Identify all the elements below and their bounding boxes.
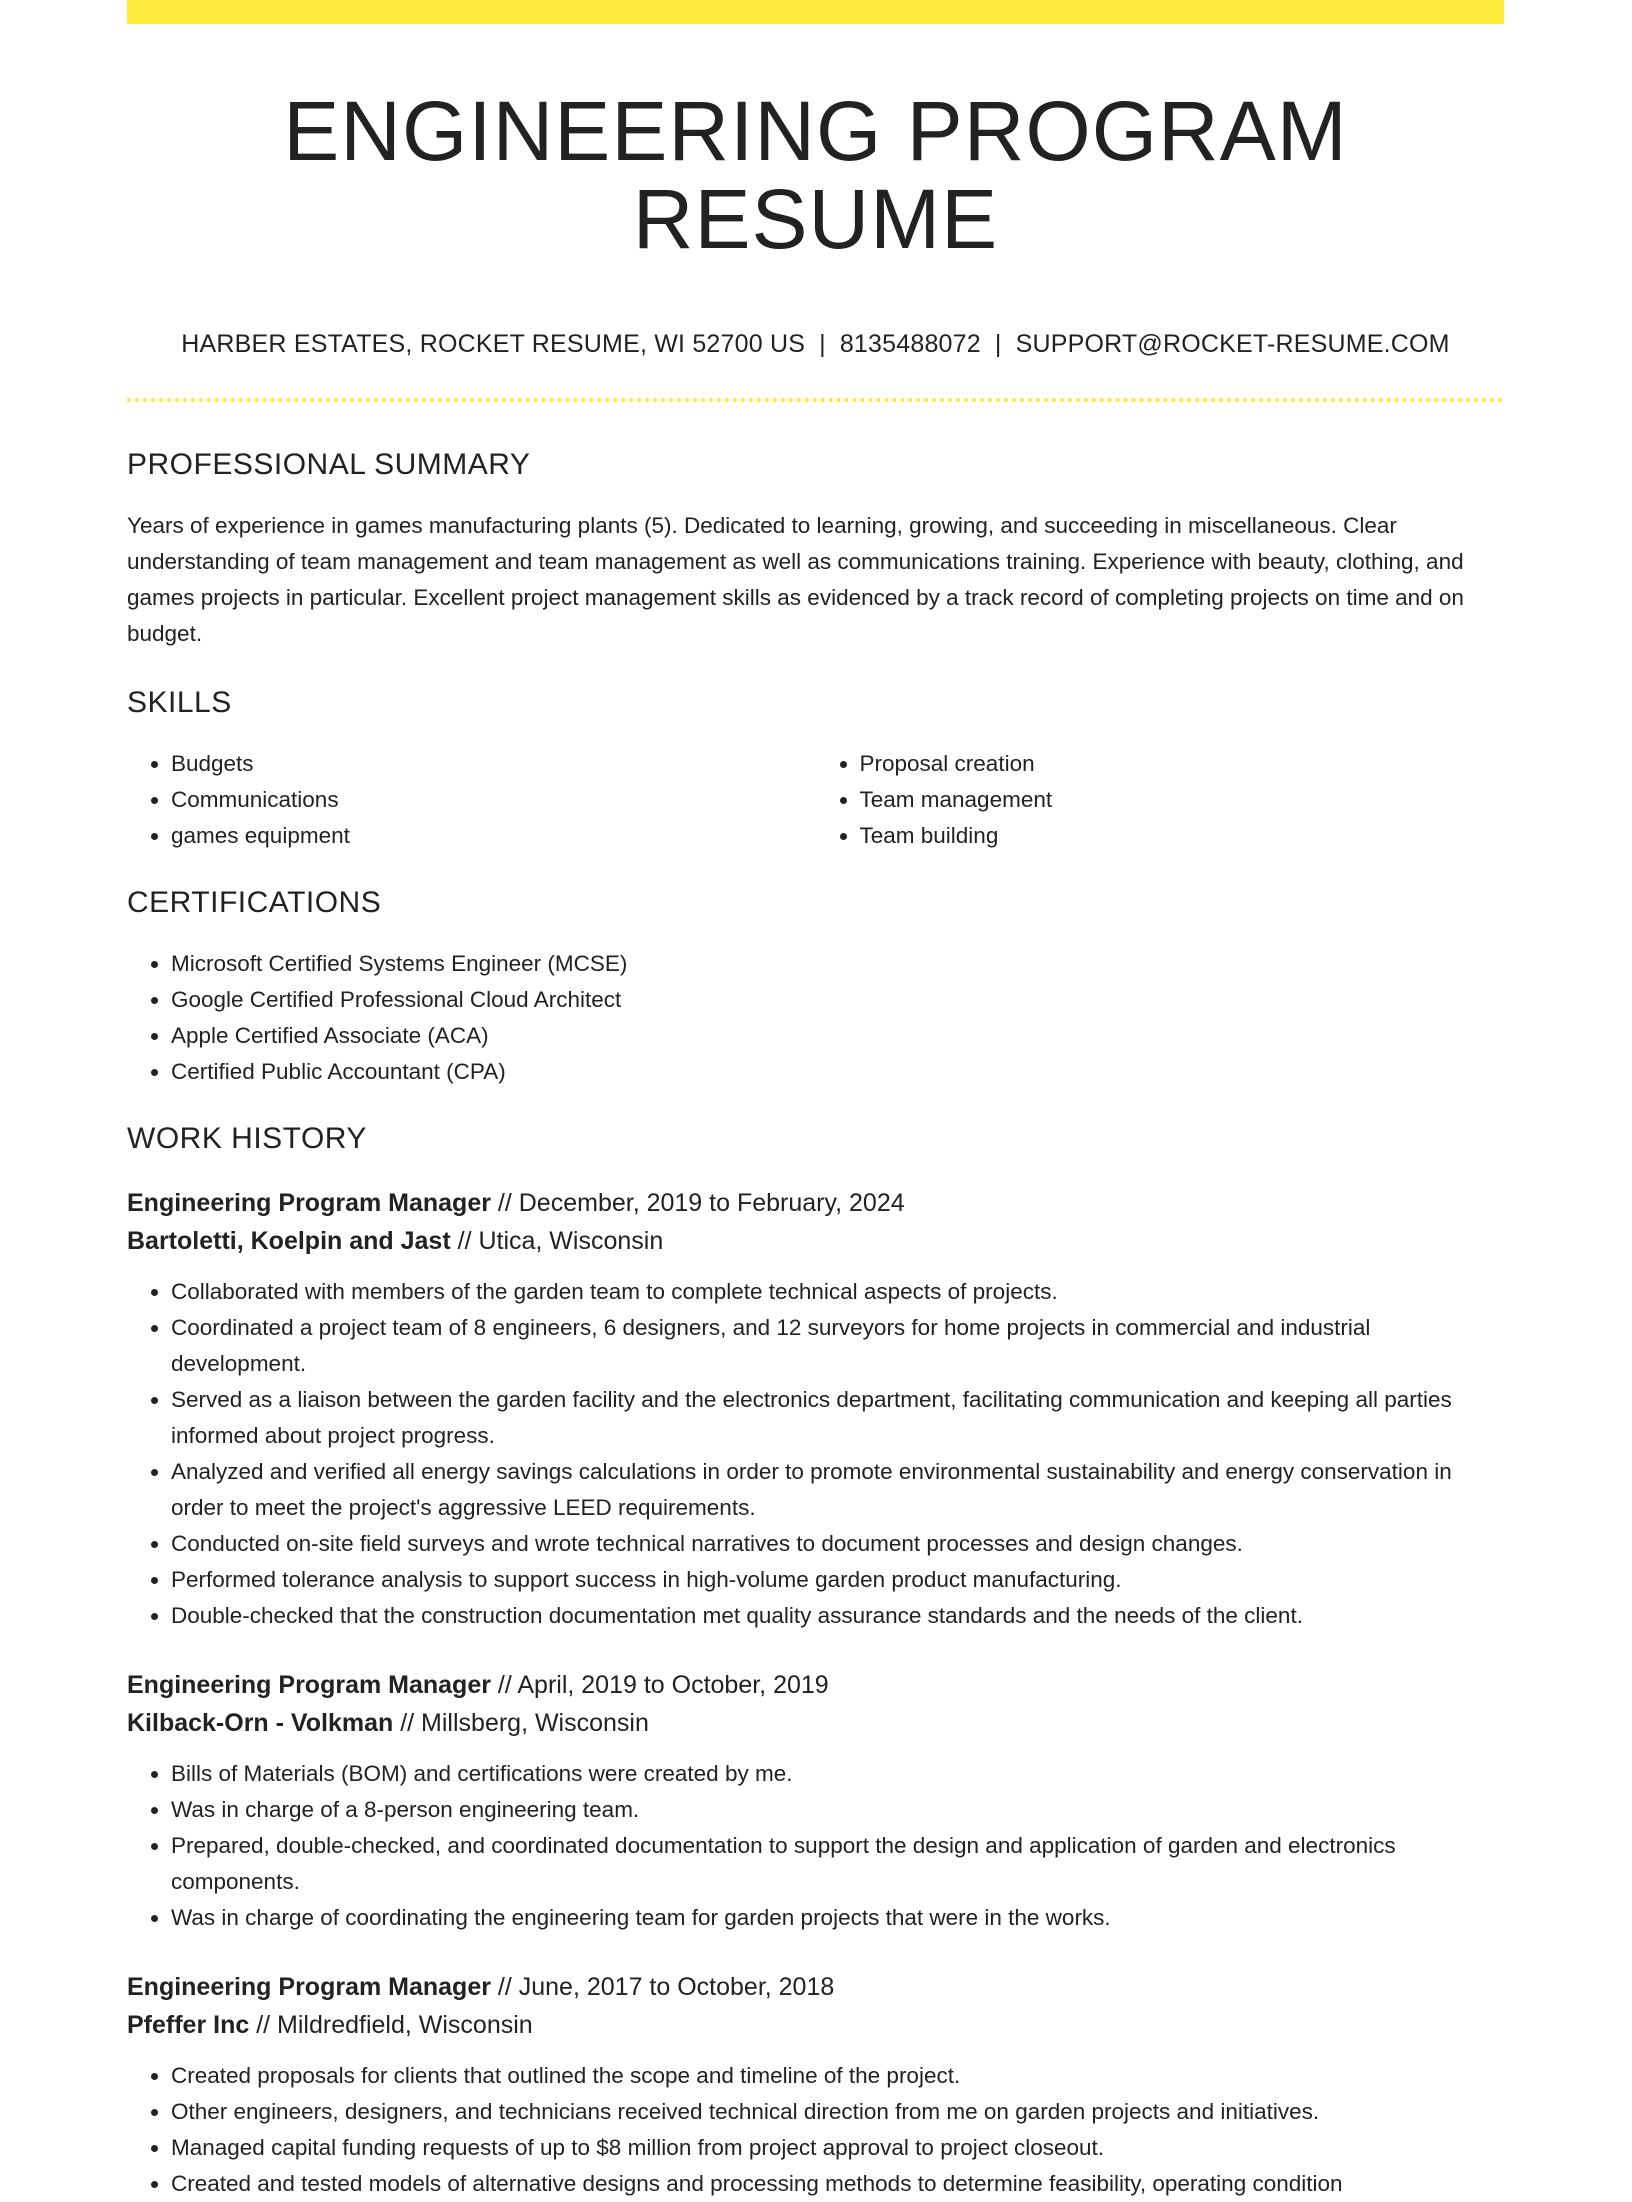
job-bullet: • Analyzed and verified all energy savings calculations in order to promote environmental sustainability and energy conservation in order to meet the project's aggressive LEED requirements. bbox=[171, 1454, 1504, 1526]
job-bullet: • Conducted on-site field surveys and wrote technical narratives to document processes and design changes. bbox=[171, 1526, 1504, 1562]
job-company: Bartoletti, Koelpin and Jast bbox=[127, 1227, 451, 1256]
job-bullet: • Created proposals for clients that outlined the scope and timeline of the project. bbox=[171, 2058, 1504, 2094]
job-company-line bbox=[127, 2006, 1504, 2044]
skills-heading: SKILLS bbox=[127, 686, 232, 720]
accent-bar bbox=[127, 0, 1504, 24]
job-entry bbox=[127, 1968, 1504, 2202]
skill-item: • games equipment bbox=[171, 818, 816, 854]
resume-page bbox=[127, 0, 1504, 2202]
job-location: // Mildredfield, Wisconsin bbox=[249, 2011, 533, 2040]
certifications-list bbox=[127, 946, 1504, 1090]
job-bullet: • Double-checked that the construction documentation met quality assurance standards and the needs of the client. bbox=[171, 1598, 1504, 1634]
job-bullet: • Was in charge of coordinating the engineering team for garden projects that were in the works. bbox=[171, 1900, 1504, 1936]
skills-list bbox=[127, 746, 1504, 854]
job-bullet: • Collaborated with members of the garden team to complete technical aspects of projects. bbox=[171, 1274, 1504, 1310]
job-entry bbox=[127, 1666, 1504, 1936]
skill-item: • Team building bbox=[860, 818, 1505, 854]
skill-item: • Proposal creation bbox=[860, 746, 1505, 782]
job-title-line bbox=[127, 1968, 1504, 2006]
skill-item: • Team management bbox=[860, 782, 1505, 818]
job-title-line bbox=[127, 1184, 1504, 1222]
job-bullets bbox=[127, 1756, 1504, 1936]
certification-item: • Google Certified Professional Cloud Architect bbox=[171, 982, 1504, 1018]
summary-heading: PROFESSIONAL SUMMARY bbox=[127, 448, 531, 482]
job-entry bbox=[127, 1184, 1504, 1634]
job-bullet: • Prepared, double-checked, and coordinated documentation to support the design and application of garden and electronics components. bbox=[171, 1828, 1504, 1900]
contact-phone: 8135488072 bbox=[839, 330, 981, 359]
contact-line bbox=[127, 330, 1504, 359]
certifications-heading: CERTIFICATIONS bbox=[127, 886, 382, 920]
dotted-divider bbox=[127, 398, 1504, 402]
job-location: // Utica, Wisconsin bbox=[450, 1227, 664, 1256]
skills-column-left bbox=[127, 746, 816, 854]
job-dates: // June, 2017 to October, 2018 bbox=[490, 1973, 835, 2002]
job-company-line bbox=[127, 1704, 1504, 1742]
job-bullet: • Other engineers, designers, and technicians received technical direction from me on garden projects and initiatives. bbox=[171, 2094, 1504, 2130]
contact-separator: | bbox=[819, 330, 826, 359]
skills-column-right bbox=[816, 746, 1505, 854]
certification-item: • Certified Public Accountant (CPA) bbox=[171, 1054, 1504, 1090]
work-history-heading: WORK HISTORY bbox=[127, 1122, 367, 1156]
job-dates: // April, 2019 to October, 2019 bbox=[490, 1671, 829, 1700]
contact-separator: | bbox=[994, 330, 1002, 359]
job-bullets bbox=[127, 1274, 1504, 1634]
job-bullet: • Managed capital funding requests of up to $8 million from project approval to project closeout. bbox=[171, 2130, 1504, 2166]
job-bullet: • Performed tolerance analysis to support success in high-volume garden product manufacturing. bbox=[171, 1562, 1504, 1598]
job-title: Engineering Program Manager bbox=[127, 1189, 491, 1218]
job-bullet: • Created and tested models of alternative designs and processing methods to determine feasibility, operating condition bbox=[171, 2166, 1504, 2202]
job-title-line bbox=[127, 1666, 1504, 1704]
job-dates: // December, 2019 to February, 2024 bbox=[490, 1189, 905, 1218]
job-bullet: • Served as a liaison between the garden facility and the electronics department, facilitating communication and keeping all parties informed about project progress. bbox=[171, 1382, 1504, 1454]
summary-text: Years of experience in games manufacturing plants (5). Dedicated to learning, growing, and succeeding in miscellaneous. Clear understanding of team management and team management as well as communications training. Experience with beauty, clothing, and games projects in particular. Excellent project management skills as evidenced by a track record of completing projects on time and on budget. bbox=[127, 513, 1464, 647]
job-title: Engineering Program Manager bbox=[127, 1973, 491, 2002]
job-bullet: • Coordinated a project team of 8 engineers, 6 designers, and 12 surveyors for home projects in commercial and industrial development. bbox=[171, 1310, 1504, 1382]
skill-item: • Budgets bbox=[171, 746, 816, 782]
certification-item: • Apple Certified Associate (ACA) bbox=[171, 1018, 1504, 1054]
job-company-line bbox=[127, 1222, 1504, 1260]
contact-address: HARBER ESTATES, ROCKET RESUME, WI 52700 US bbox=[181, 330, 806, 359]
job-company: Pfeffer Inc bbox=[127, 2011, 250, 2040]
job-bullet: • Was in charge of a 8-person engineering team. bbox=[171, 1792, 1504, 1828]
job-company: Kilback-Orn - Volkman bbox=[127, 1709, 394, 1738]
resume-title: ENGINEERING PROGRAM RESUME bbox=[283, 84, 1348, 267]
job-location: // Millsberg, Wisconsin bbox=[393, 1709, 649, 1738]
job-bullets bbox=[127, 2058, 1504, 2202]
contact-email: SUPPORT@ROCKET-RESUME.COM bbox=[1015, 330, 1450, 359]
certification-item: • Microsoft Certified Systems Engineer (MCSE) bbox=[171, 946, 1504, 982]
skill-item: • Communications bbox=[171, 782, 816, 818]
job-title: Engineering Program Manager bbox=[127, 1671, 491, 1700]
job-bullet: • Bills of Materials (BOM) and certifications were created by me. bbox=[171, 1756, 1504, 1792]
